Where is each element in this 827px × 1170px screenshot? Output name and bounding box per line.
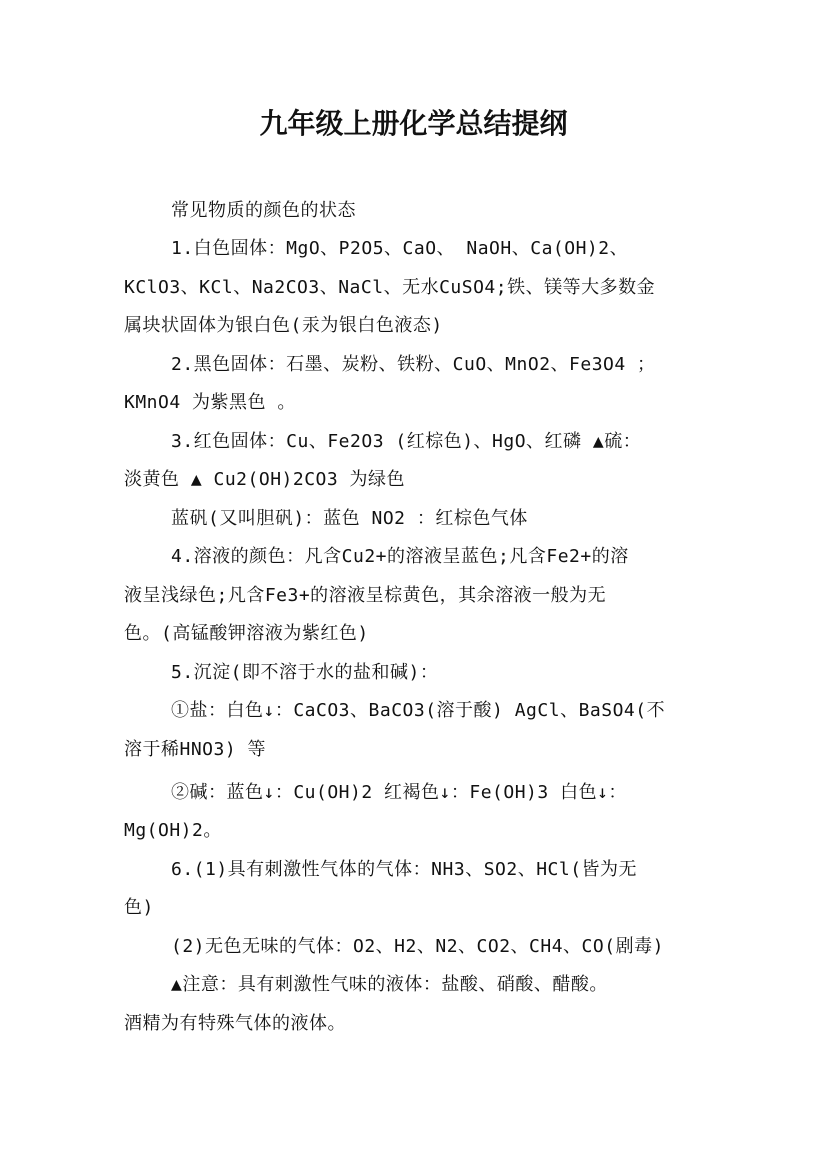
text-line: 常见物质的颜色的状态: [171, 200, 356, 221]
text-line: ②碱：蓝色↓：Cu(OH)2 红褐色↓：Fe(OH)3 白色↓：: [171, 782, 627, 803]
text-line: 液呈浅绿色;凡含Fe3+的溶液呈棕黄色，其余溶液一般为无: [124, 585, 607, 606]
text-line: 色。(高锰酸钾溶液为紫红色): [124, 623, 369, 644]
text-line: ▲注意：具有刺激性气味的液体：盐酸、硝酸、醋酸。: [171, 974, 608, 995]
text-line: 2.黑色固体：石墨、炭粉、铁粉、CuO、MnO2、Fe3O4 ；: [171, 354, 656, 375]
text-line: (2)无色无味的气体：O2、H2、N2、CO2、CH4、CO(剧毒): [171, 936, 664, 957]
text-line: 酒精为有特殊气体的液体。: [124, 1013, 346, 1034]
text-line: 淡黄色 ▲ Cu2(OH)2CO3 为绿色: [124, 469, 406, 490]
text-line: 1.白色固体：MgO、P2O5、CaO、 NaOH、Ca(OH)2、: [171, 238, 629, 259]
text-line: 蓝矾(又叫胆矾)：蓝色 NO2 ：红棕色气体: [171, 508, 528, 529]
text-line: 色): [124, 897, 154, 918]
text-line: 5.沉淀(即不溶于水的盐和碱)：: [171, 662, 439, 683]
text-line: 6.(1)具有刺激性气体的气体：NH3、SO2、HCl(皆为无: [171, 859, 638, 880]
text-line: 4.溶液的颜色：凡含Cu2+的溶液呈蓝色;凡含Fe2+的溶: [171, 546, 629, 567]
text-line: ①盐：白色↓：CaCO3、BaCO3(溶于酸) AgCl、BaSO4(不: [171, 700, 666, 721]
text-line: 属块状固体为银白色(汞为银白色液态): [124, 315, 443, 336]
text-line: Mg(OH)2。: [124, 820, 222, 841]
text-line: 溶于稀HNO3) 等: [124, 739, 267, 760]
document-title: 九年级上册化学总结提纲: [259, 107, 568, 140]
text-line: KClO3、KCl、Na2CO3、NaCl、无水CuSO4;铁、镁等大多数金: [124, 277, 656, 298]
text-line: KMnO4 为紫黑色 。: [124, 392, 296, 413]
text-line: 3.红色固体：Cu、Fe2O3 (红棕色)、HgO、红磷 ▲硫：: [171, 431, 642, 452]
